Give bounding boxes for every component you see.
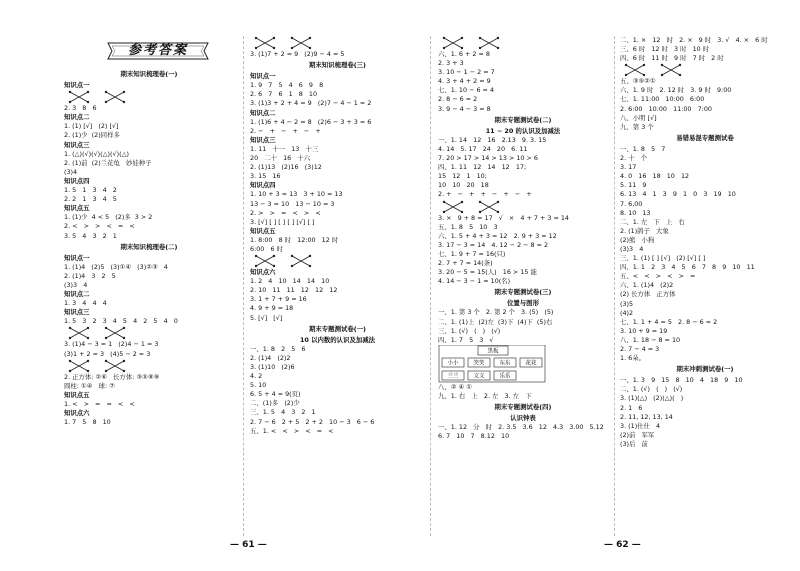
answer-line: 七、1. 9 + 7 = 16(只) xyxy=(438,249,506,258)
answer-line: 3. 17 xyxy=(620,163,637,172)
page-divider xyxy=(430,36,431,536)
answer-line: (3)5 xyxy=(620,299,634,308)
answer-line: 九、1. 右 上 2. 左 3. 左 下 xyxy=(438,391,532,400)
knowledge-point-heading: 知识点六 xyxy=(250,268,276,277)
answer-line: 6. 13 4 1 3 9 1 0 3 19 10 xyxy=(620,190,736,199)
answer-line: 2. 1 6 xyxy=(620,403,643,412)
answer-line: 六、1. 5 + 4 + 3 = 12 2. 9 + 3 = 12 xyxy=(438,231,557,240)
section-title: 期末知识梳理卷(二) xyxy=(120,242,178,251)
answer-banner xyxy=(104,40,212,62)
answer-line: 二、(1)多 (2)少 xyxy=(250,399,300,408)
column-2 xyxy=(250,36,425,436)
answer-line: 六、1. (1)4 (2)2 xyxy=(620,281,674,290)
knowledge-point-heading: 知识点三 xyxy=(250,135,276,144)
answer-line: 13 − 3 = 10 13 − 10 = 3 xyxy=(250,199,335,208)
answer-line: 2. (1)13 (2)16 (3)12 xyxy=(250,163,322,172)
answer-line: 4. 2 xyxy=(250,372,263,381)
answer-line: 七、1. 11:00 10:00 6:00 xyxy=(620,95,705,104)
answer-line: 1. 5 1 3 4 2 xyxy=(64,186,117,195)
answer-line: 2. 10 11 11 12 12 12 xyxy=(250,286,338,295)
knowledge-point-heading: 知识点二 xyxy=(64,113,90,122)
matching-lines-sketch xyxy=(438,200,508,214)
answer-line: 2. 2 1 3 4 5 xyxy=(64,195,117,204)
knowledge-point-heading: 知识点五 xyxy=(64,390,90,399)
knowledge-point-heading: 知识点五 xyxy=(64,204,90,213)
answer-line: 四、1. 1 2 3 4 5 6 7 8 9 10 11 xyxy=(620,263,755,272)
answer-line: 2. (1)4 (2)2 xyxy=(250,353,291,362)
answer-line: 2. 3 8 6 xyxy=(64,104,97,113)
matching-lines-sketch xyxy=(64,90,134,104)
seat-grid xyxy=(438,345,608,383)
answer-line: 八、② ④ ① xyxy=(438,382,473,391)
answer-line: 4. 3 + 4 + 2 = 9 xyxy=(438,77,491,86)
seat-grid-drawing xyxy=(438,345,548,383)
answer-line: 1. < > = = < < xyxy=(64,399,135,408)
answer-line: (3)1 + 2 = 3 (4)5 − 2 = 3 xyxy=(64,349,151,358)
answer-line: 2. + − + + − + − + xyxy=(438,190,532,199)
answer-line: 1. (1) [√] (2) [√] xyxy=(64,122,119,131)
section-title: 期末专题测试卷(三) xyxy=(494,288,552,297)
answer-line: 3. 1 + 7 + 9 = 16 xyxy=(250,295,307,304)
column-divider-1 xyxy=(243,36,244,536)
section-title: 期末冲刺测试卷(一) xyxy=(676,365,734,374)
answer-line: 一、1. 8 5 7 xyxy=(620,144,666,153)
answer-line: 2. 8 − 6 = 2 xyxy=(438,95,478,104)
answer-line: 一、1. 3 9 15 8 10 4 18 9 10 xyxy=(620,376,743,385)
knowledge-point-heading: 知识点一 xyxy=(250,72,276,81)
seat-grid-cell: 乐乐 xyxy=(499,373,511,380)
matching-lines-sketch xyxy=(64,326,134,340)
answer-line: 2. 3 + 3 xyxy=(438,59,464,68)
answer-line: 3. × 9 + 8 = 17 √ × 4 + 7 + 3 = 14 xyxy=(438,213,569,222)
answer-line: 八、1. 18 − 8 = 10 xyxy=(620,335,681,344)
answer-line: 3. 5 4 3 2 1 xyxy=(64,231,117,240)
answer-line: 1. 9 7 5 4 6 9 8 xyxy=(250,81,324,90)
column-divider-2 xyxy=(614,36,615,536)
answer-line: 10 10 20 18 xyxy=(438,181,489,190)
answer-line: 3. (1)3 + 2 + 4 = 9 (2)7 − 4 − 1 = 2 xyxy=(250,99,372,108)
answer-line: 4. 14 − 3 − 1 = 10(名) xyxy=(438,277,511,286)
knowledge-point-heading: 知识点六 xyxy=(64,409,90,417)
answer-line: 2. (1)鸽子 大象 xyxy=(620,226,669,235)
column-4 xyxy=(620,36,790,449)
answer-line: 2. (1)少 (2)同样多 xyxy=(64,131,120,140)
answer-line: 八、小明 [√] xyxy=(620,113,657,122)
knowledge-point-heading: 知识点五 xyxy=(250,226,276,235)
answer-line: (2)熊 小狗 xyxy=(620,235,655,244)
answer-line: 六、1. 6 + 2 = 8 xyxy=(438,50,490,58)
answer-line: 1. (1)4 (2)5 (3)①④ (3)②③ 4 xyxy=(64,262,168,271)
section-subtitle: 位置与图形 xyxy=(507,299,539,308)
section-title: 期末专题测试卷(一) xyxy=(309,324,366,333)
answer-line: 15 12 1 10; xyxy=(438,172,487,181)
seat-grid-cell: 文文 xyxy=(473,373,485,380)
section-title: 易错易混专题测试卷 xyxy=(676,133,734,142)
answer-line: 2. (1)前 (2)兰花龟 妙娃种子 xyxy=(64,158,152,167)
answer-line: 3. 15 16 xyxy=(250,172,281,181)
knowledge-point-heading: 知识点三 xyxy=(64,140,90,149)
answer-line: (3)后 前 xyxy=(620,439,648,448)
answer-line: 三、6 时 12 时 3 时 10 时 xyxy=(620,45,710,54)
section-title: 期末知识梳理卷(三) xyxy=(309,61,366,70)
answer-line: 七、1. 1 + 4 = 5 2. 8 − 6 = 2 xyxy=(620,317,718,326)
section-title: 期末专题测试卷(二) xyxy=(494,115,552,124)
knowledge-point-heading: 知识点二 xyxy=(250,108,276,117)
answer-line: 20 二十 16 十六 xyxy=(250,154,311,163)
answer-line: 3. 17 − 3 = 14 4. 12 − 2 − 8 = 2 xyxy=(438,240,549,249)
knowledge-point-heading: 知识点四 xyxy=(250,181,276,190)
answer-line: 1. 7 5 8 10 xyxy=(64,418,111,427)
answer-line: 3. 9 − 4 − 3 = 8 xyxy=(438,104,491,113)
answer-line: 二、1. × 12 时 2. × 9 时 3. √ 4. × 6 时 xyxy=(620,36,768,44)
answer-line: (2) 长方体 正方体 xyxy=(620,290,676,299)
answer-line: 三、1. 5 4 3 2 1 xyxy=(250,408,316,417)
knowledge-point-heading: 知识点三 xyxy=(64,308,90,317)
knowledge-point-heading: 知识点四 xyxy=(64,176,90,185)
seat-grid-cell: 笑笑 xyxy=(473,360,485,367)
answer-line: 六、1. 9 时 2. 12 时 3. 9 时 9:00 xyxy=(620,86,732,95)
section-subtitle: 11 ~ 20 的认识及加减法 xyxy=(485,126,561,135)
answer-line: 5. 11 9 xyxy=(620,181,647,190)
answer-line: 5. 10 xyxy=(250,381,267,390)
answer-line: 3. 10 − 1 − 2 = 7 xyxy=(438,68,495,77)
answer-line: 3. (1)4 − 3 = 1 (2)4 − 1 = 3 xyxy=(64,340,159,349)
answer-line: 3. [√] [ ] [ ] [ ] [√] [ ] xyxy=(250,217,315,226)
seat-grid-cell: 黑板 xyxy=(487,348,499,355)
answer-line: (3)3 4 xyxy=(620,244,644,253)
answer-line: 1. 2 4 10 14 14 10 xyxy=(250,277,330,286)
answer-line: 6:00 6 时 xyxy=(250,244,283,253)
answer-line: 7. 6,00 xyxy=(620,199,643,208)
answer-line: 2. 7 − 4 = 3 xyxy=(620,345,660,353)
answer-line: 一、1. 8 2 5 6 xyxy=(250,344,306,353)
answer-line: 一、1. 12 分 时 2. 3.5 3.6 12 4.3 3.00 5.12 xyxy=(438,423,604,432)
knowledge-point-heading: 知识点一 xyxy=(64,81,90,90)
answer-line: 2. 十 个 xyxy=(620,154,648,163)
section-subtitle: 10 以内数的认识及加减法 xyxy=(299,335,376,344)
answer-line: 四、6 时 11 时 9 时 7 时 2 时 xyxy=(620,54,724,63)
banner-title: 参考答案 xyxy=(127,43,188,58)
matching-lines-sketch xyxy=(64,359,134,373)
answer-line: 二、1. (1)上 (2)左 (3)下 (4)下 (5)右 xyxy=(438,317,553,326)
answer-line: 3. (1)10 (2)6 xyxy=(250,363,295,371)
answer-line: 2. 6:00 10:00 11:00 7:00 xyxy=(620,104,712,113)
page-number-right: — 62 — xyxy=(604,540,641,550)
answer-line: 1. 6朵。 xyxy=(620,354,645,363)
answer-line: 2. 7 + 7 = 14(条) xyxy=(438,258,493,267)
answer-line: (3)4 xyxy=(64,167,78,176)
answer-line: 3. 20 − 5 = 15(人) 16 > 15 能 xyxy=(438,268,537,277)
answer-line: 1. 5 3 2 3 4 5 4 2 5 4 0 xyxy=(64,317,178,326)
answer-line: 一、1. 第 3 个 2. 第 2 个 3. (5) (5) xyxy=(438,308,554,317)
answer-line: 3. 10 + 9 = 19 xyxy=(620,326,668,335)
answer-line: 1. (△)(√)(√)(△)(√)(△) xyxy=(64,149,130,158)
matching-lines-sketch xyxy=(438,36,508,50)
answer-line: 1. 8:00 8 时 12:00 12 时 xyxy=(250,235,339,244)
seat-grid-cell: 东东 xyxy=(499,360,511,367)
answer-line: 1. (1)6 + 4 − 2 = 8 (2)6 − 3 + 3 = 6 xyxy=(250,117,372,126)
answer-line: (4)2 xyxy=(620,308,634,317)
answer-line: 4. 0 16 18 10 12 xyxy=(620,172,690,181)
answer-line: 3. (1)(△) (2)(△)( ) xyxy=(620,394,684,403)
section-title: 期末知识梳理卷(一) xyxy=(120,70,178,78)
answer-line: 5. [√] [√] xyxy=(250,313,283,322)
matching-lines-sketch xyxy=(250,254,320,268)
column-3 xyxy=(438,36,608,441)
answer-line: 五、1. < < > < = < xyxy=(250,426,334,435)
answer-line: 二、1. 左 下 上 右 xyxy=(620,217,685,226)
section-subtitle: 认识钟表 xyxy=(510,414,536,423)
answer-line: 3. (1)7 + 2 = 9 (2)9 − 4 = 5 xyxy=(250,50,345,58)
answer-line: 3. (1)仕仕 4 xyxy=(620,421,661,430)
answer-line: 圆柱: ①④ 球: ⑦ xyxy=(64,381,115,390)
answer-line: 6. 7 10 7 8.12 10 xyxy=(438,432,510,441)
section-title: 期末专题测试卷(四) xyxy=(494,403,552,411)
knowledge-point-heading: 知识点二 xyxy=(64,290,90,299)
answer-line: (2)前 军军 xyxy=(620,430,655,439)
answer-line: 1. 10 + 3 = 13 3 + 10 = 13 xyxy=(250,190,343,199)
answer-line: 一、1. 14 12 16 2.13 9. 3. 15 xyxy=(438,135,547,144)
answer-line: 五、< < > < > = xyxy=(620,272,696,281)
seat-grid-cell: 兰兰 xyxy=(447,373,459,380)
seat-grid-cell: 小小 xyxy=(447,360,459,367)
answer-line: 五、③⑤②① xyxy=(620,77,656,86)
answer-line: 1. (1)少 4 < 5 (2)多 3 > 2 xyxy=(64,213,153,222)
answer-line: 1. 3 4 4 4 xyxy=(64,299,107,308)
answer-line: 2. > > = < > < xyxy=(250,208,321,217)
answer-line: 7. 20 > 17 > 14 > 13 > 10 > 6 xyxy=(438,154,538,163)
matching-lines-sketch xyxy=(620,63,690,77)
answer-line: 三、1. (√) ( ) (√) xyxy=(438,326,501,335)
answer-line: 三、1. (1) [ ] [√] (2) [√] [ ] xyxy=(620,254,706,263)
answer-line: (3)3 4 xyxy=(64,280,88,289)
answer-line: 2. 6 7 6 1 8 10 xyxy=(250,90,318,99)
answer-line: 4. 9 + 9 = 18 xyxy=(250,304,294,313)
answer-line: 九、第 3 个 xyxy=(620,122,654,131)
answer-line: 2. 正方体: ②⑥ 长方体: ③⑤⑧⑨ xyxy=(64,372,160,381)
page-number-left: — 61 — xyxy=(230,540,267,550)
answer-line: 2. − + − + − + xyxy=(250,126,321,135)
answer-line: 七、1. 10 − 6 = 4 xyxy=(438,86,495,95)
matching-lines-sketch xyxy=(250,36,320,50)
answer-line: 2. 11, 12, 13, 14 xyxy=(620,412,673,421)
answer-line: 四、1. 7 5 3 √ xyxy=(438,335,494,344)
answer-line: 4. 14 5. 17 24 20 6. 11 xyxy=(438,144,528,153)
answer-line: 8. 10 13 xyxy=(620,208,651,217)
answer-line: 2. (1)4 3 2 5 xyxy=(64,271,116,280)
answer-line: 五、1. 8 5 10 3 xyxy=(438,222,498,231)
knowledge-point-heading: 知识点一 xyxy=(64,253,90,262)
seat-grid-cell: 花花 xyxy=(525,360,537,367)
column-1 xyxy=(64,68,234,427)
answer-line: 2. 7 − 6 2 + 5 2 + 2 10 − 3 6 − 6 xyxy=(250,417,375,426)
answer-line: 1. 11 十一 13 十三 xyxy=(250,144,319,153)
answer-line: 6. 5 + 4 = 9(页) xyxy=(250,390,301,399)
answer-line: 二、1. (√) ( ) (√) xyxy=(620,385,683,394)
answer-line: 2. < > > < = < xyxy=(64,222,135,231)
answer-line: 四、1. 11 12 14 12 17; xyxy=(438,163,527,172)
